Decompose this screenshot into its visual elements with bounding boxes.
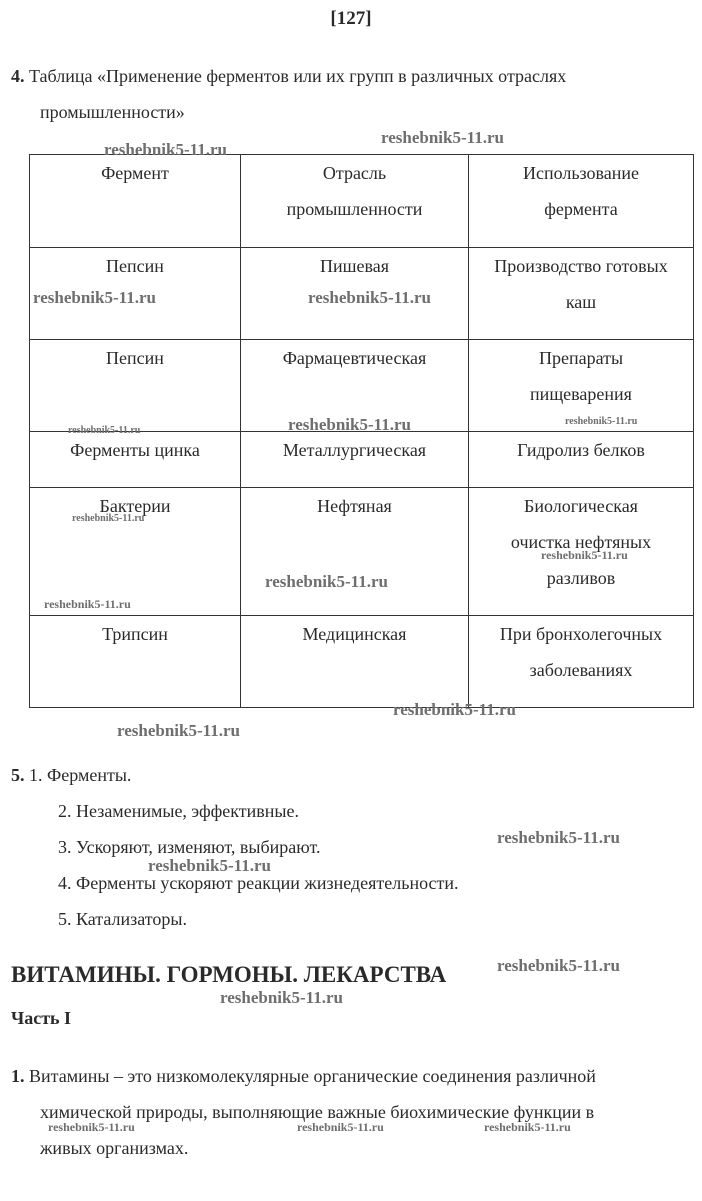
table-cell: Производство готовых каш <box>469 248 694 340</box>
page-number: [127] <box>330 8 372 29</box>
table-cell: Трипсин <box>30 616 241 708</box>
table-header-row <box>30 155 694 248</box>
table-cell: Медицинская <box>241 616 469 708</box>
table-cell: Фармацевтическая <box>241 340 469 432</box>
task4-line1 <box>11 58 693 94</box>
table-cell: Нефтяная <box>241 488 469 616</box>
table-cell: Бактерии <box>30 488 241 616</box>
watermark: reshebnik5-11.ru <box>48 1120 135 1134</box>
task4-text-line2: промышленности» <box>40 102 185 122</box>
section-part: Часть I <box>11 1008 72 1028</box>
header-cell-enzyme: Фермент <box>30 155 241 248</box>
watermark: reshebnik5-11.ru <box>497 828 620 847</box>
task4-text-line1: Таблица «Применение ферментов или их групп в различных отраслях <box>29 66 567 86</box>
task5-item: 4. Ферменты ускоряют реакции жизнедеятельности. <box>58 873 459 893</box>
table-cell: Металлургическая <box>241 432 469 488</box>
task1-number: 1. <box>11 1066 25 1086</box>
watermark: reshebnik5-11.ru <box>565 416 638 427</box>
table-row <box>30 432 694 488</box>
header-cell-industry: Отрасль промышленности <box>241 155 469 248</box>
table-cell: Ферменты цинка <box>30 432 241 488</box>
task5-number: 5. <box>11 765 25 785</box>
header-cell-usage: Использование фермента <box>469 155 694 248</box>
watermark: reshebnik5-11.ru <box>484 1120 571 1134</box>
table-cell: Пишевая <box>241 248 469 340</box>
task5-item-1-line <box>11 757 131 793</box>
task4-number: 4. <box>11 66 25 86</box>
watermark: reshebnik5-11.ru <box>68 425 141 436</box>
watermark: reshebnik5-11.ru <box>148 856 271 875</box>
watermark: reshebnik5-11.ru <box>541 548 628 562</box>
watermark: reshebnik5-11.ru <box>308 288 431 307</box>
table-cell: Гидролиз белков <box>469 432 694 488</box>
table-cell: Биологическая очистка нефтяных разливов <box>469 488 694 616</box>
table-row <box>30 616 694 708</box>
task5-item: 5. Катализаторы. <box>58 909 187 929</box>
watermark: reshebnik5-11.ru <box>33 288 156 307</box>
watermark: reshebnik5-11.ru <box>104 140 227 159</box>
watermark: reshebnik5-11.ru <box>265 572 388 591</box>
task1-line1 <box>11 1058 596 1094</box>
watermark: reshebnik5-11.ru <box>72 513 145 524</box>
section-title: ВИТАМИНЫ. ГОРМОНЫ. ЛЕКАРСТВА <box>11 962 447 987</box>
table-cell: При бронхолегочных заболеваниях <box>469 616 694 708</box>
watermark: reshebnik5-11.ru <box>44 597 131 611</box>
watermark: reshebnik5-11.ru <box>381 128 504 147</box>
table-cell: Препараты пищеварения <box>469 340 694 432</box>
watermark: reshebnik5-11.ru <box>288 415 411 434</box>
task1-text-line2: химической природы, выполняющие важные биохимические функции в <box>40 1102 595 1122</box>
task1-text-line1: Витамины – это низкомолекулярные органические соединения различной <box>29 1066 596 1086</box>
watermark: reshebnik5-11.ru <box>297 1120 384 1134</box>
task5-item: 3. Ускоряют, изменяют, выбирают. <box>58 837 321 857</box>
table-cell: Пепсин <box>30 248 241 340</box>
watermark: reshebnik5-11.ru <box>497 956 620 975</box>
watermark: reshebnik5-11.ru <box>220 988 343 1007</box>
task5-item: 2. Незаменимые, эффективные. <box>58 801 299 821</box>
table-cell: Пепсин <box>30 340 241 432</box>
watermark: reshebnik5-11.ru <box>117 721 240 740</box>
watermark: reshebnik5-11.ru <box>393 700 516 719</box>
task1-text-line3: живых организмах. <box>40 1138 189 1158</box>
task5-item: 1. Ферменты. <box>29 765 132 785</box>
